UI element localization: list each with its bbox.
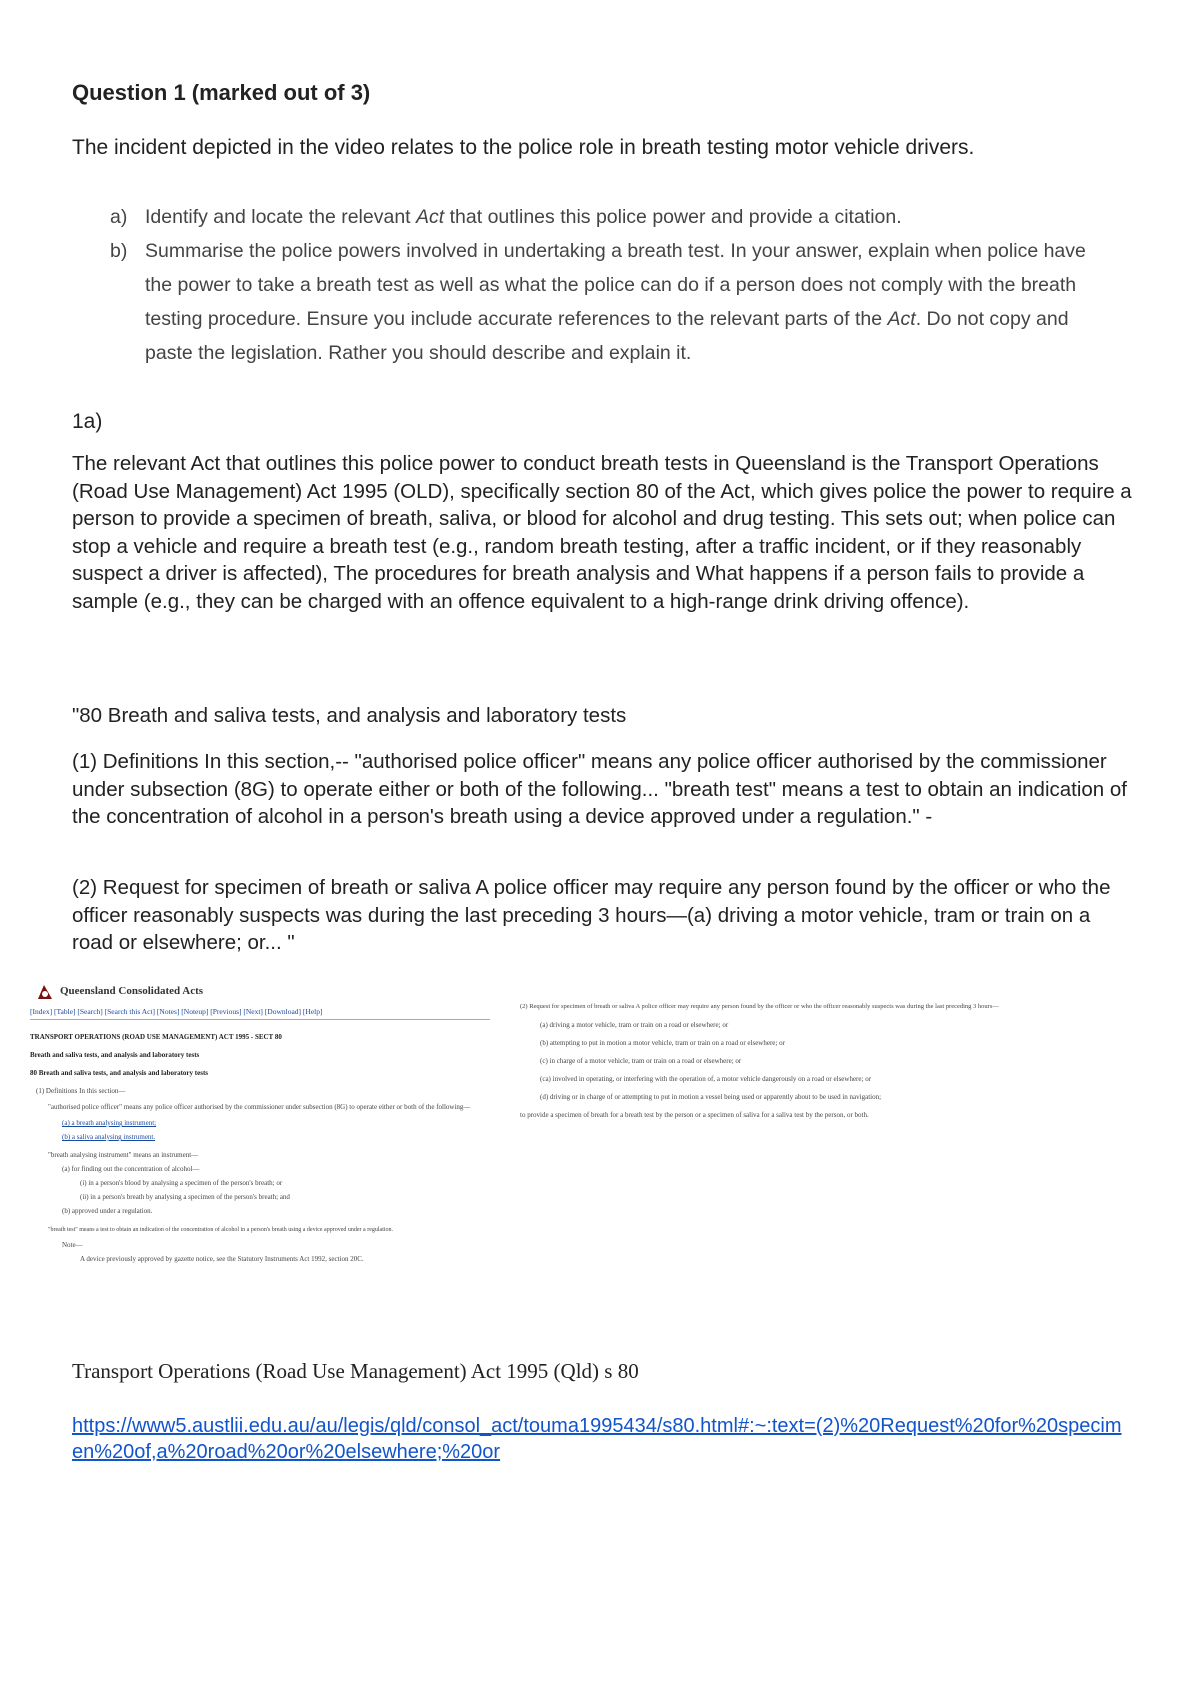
question-parts-list bbox=[110, 200, 1110, 370]
austlii-link[interactable]: https://www5.austlii.edu.au/au/legis/qld/consol_act/touma1995434/s80.html#:~:text=(2)%20Request%20for%20specimen%20of,a%20road%20or%20elsewhere;%20or bbox=[72, 1415, 1122, 1463]
citation: Transport Operations (Road Use Management) Act 1995 (Qld) s 80 bbox=[72, 1359, 639, 1383]
question-intro: The incident depicted in the video relates to the police role in breath testing motor vehicle drivers. bbox=[72, 136, 975, 159]
screenshot-line: (i) in a person's blood by analysing a specimen of the person's breath; or bbox=[80, 1179, 283, 1187]
answer-label: 1a) bbox=[72, 410, 103, 433]
screenshot-line: TRANSPORT OPERATIONS (ROAD USE MANAGEMENT) ACT 1995 - SECT 80 bbox=[30, 1033, 282, 1041]
screenshot-line: (d) driving or in charge of or attempting to put in motion a vessel being used or apparently about to be used in navigation; bbox=[540, 1093, 882, 1101]
screenshot-line: (b) a saliva analysing instrument. bbox=[62, 1133, 156, 1141]
question-title: Question 1 (marked out of 3) bbox=[72, 80, 371, 105]
screenshot-line: (b) attempting to put in motion a motor vehicle, tram or train on a road or elsewhere; or bbox=[540, 1039, 785, 1047]
screenshot-line: (a) a breath analysing instrument; bbox=[62, 1119, 157, 1127]
screenshot-line: A device previously approved by gazette notice, see the Statutory Instruments Act 1992, section 20C. bbox=[80, 1255, 364, 1263]
screenshot-brand: Queensland Consolidated Acts bbox=[60, 985, 204, 997]
part-b-act-emphasis: Act bbox=[887, 308, 916, 330]
list-marker: b) bbox=[110, 240, 128, 262]
quote-heading: "80 Breath and saliva tests, and analysis and laboratory tests bbox=[72, 704, 627, 727]
legislation-screenshot bbox=[30, 975, 1200, 1295]
screenshot-line: "breath test" means a test to obtain an indication of the concentration of alcohol in a person's breath using a device approved under a regulation. bbox=[48, 1227, 394, 1233]
nav-divider bbox=[30, 1019, 490, 1020]
screenshot-line: (ii) in a person's breath by analysing a specimen of the person's breath; and bbox=[80, 1193, 290, 1201]
screenshot-line: (2) Request for specimen of breath or saliva A police officer may require any person found by the officer or who the officer reasonably suspects was during the last preceding 3 hours— bbox=[520, 1003, 999, 1010]
screenshot-line: to provide a specimen of breath for a breath test by the person or a specimen of saliva for a saliva test by the person, or both. bbox=[520, 1111, 869, 1119]
screenshot-line: 80 Breath and saliva tests, and analysis and laboratory tests bbox=[30, 1069, 209, 1077]
quote-paragraph-2: (2) Request for specimen of breath or saliva A police officer may require any person found by the officer or who the officer reasonably suspects was during the last preceding 3 hours—(a) driving a motor vehicle, tram or train on a road or elsewhere; or... " bbox=[72, 876, 1111, 954]
screenshot-line: (1) Definitions In this section— bbox=[36, 1087, 126, 1095]
screenshot-line: "breath analysing instrument" means an instrument— bbox=[48, 1151, 199, 1159]
question-part-a bbox=[110, 200, 1110, 234]
quote-paragraph-1: (1) Definitions In this section,-- "authorised police officer" means any police officer authorised by the commissioner under subsection (8G) to operate either or both of the following... "breath test" means a test to obtain an indication of the concentration of alcohol in a person's breath using a device approved under a regulation." - bbox=[72, 750, 1127, 828]
screenshot-line: (a) driving a motor vehicle, tram or train on a road or elsewhere; or bbox=[540, 1021, 729, 1029]
austlii-logo-icon bbox=[34, 981, 56, 1003]
screenshot-line: (c) in charge of a motor vehicle, tram or train on a road or elsewhere; or bbox=[540, 1057, 742, 1065]
screenshot-line: "authorised police officer" means any police officer authorised by the commissioner under subsection (8G) to operate either or both of the following— bbox=[48, 1103, 471, 1111]
screenshot-line: Note— bbox=[62, 1241, 83, 1249]
part-b-text-start: Summarise the police powers involved in undertaking a breath test. In your answer, explain when police have the power to take a breath test as well as what the police can do if a person does not comply with the breath testing procedure. Ensure you include accurate references to the relevant parts of the bbox=[145, 240, 1086, 330]
list-marker: a) bbox=[110, 206, 128, 228]
screenshot-line: (b) approved under a regulation. bbox=[62, 1207, 153, 1215]
screenshot-nav: [Index] [Table] [Search] [Search this Act] [Notes] [Noteup] [Previous] [Next] [Download] [Help] bbox=[30, 1007, 323, 1016]
part-b-text-end: . Do not copy and paste the legislation. Rather you should describe and explain it. bbox=[145, 308, 1069, 364]
screenshot-line: (ca) involved in operating, or interfering with the operation of, a motor vehicle dangerously on a road or elsewhere; or bbox=[540, 1075, 872, 1083]
answer-paragraph: The relevant Act that outlines this police power to conduct breath tests in Queensland is the Transport Operations (Road Use Management) Act 1995 (OLD), specifically section 80 of the Act, which gives police the power to require a person to provide a specimen of breath, saliva, or blood for alcohol and drug testing. This sets out; when police can stop a vehicle and require a breath test (e.g., random breath testing, after a traffic incident, or if they reasonably suspect a driver is affected), The procedures for breath analysis and What happens if a person fails to provide a sample (e.g., they can be charged with an offence equivalent to a high-range drink driving offence). bbox=[72, 452, 1132, 613]
part-a-act-emphasis: Act bbox=[416, 206, 445, 228]
part-a-text-end: that outlines this police power and provide a citation. bbox=[444, 206, 902, 228]
screenshot-line: (a) for finding out the concentration of alcohol— bbox=[62, 1165, 200, 1173]
part-a-text-start: Identify and locate the relevant bbox=[145, 206, 417, 228]
question-part-b bbox=[110, 234, 1110, 370]
screenshot-line: Breath and saliva tests, and analysis and laboratory tests bbox=[30, 1051, 200, 1059]
